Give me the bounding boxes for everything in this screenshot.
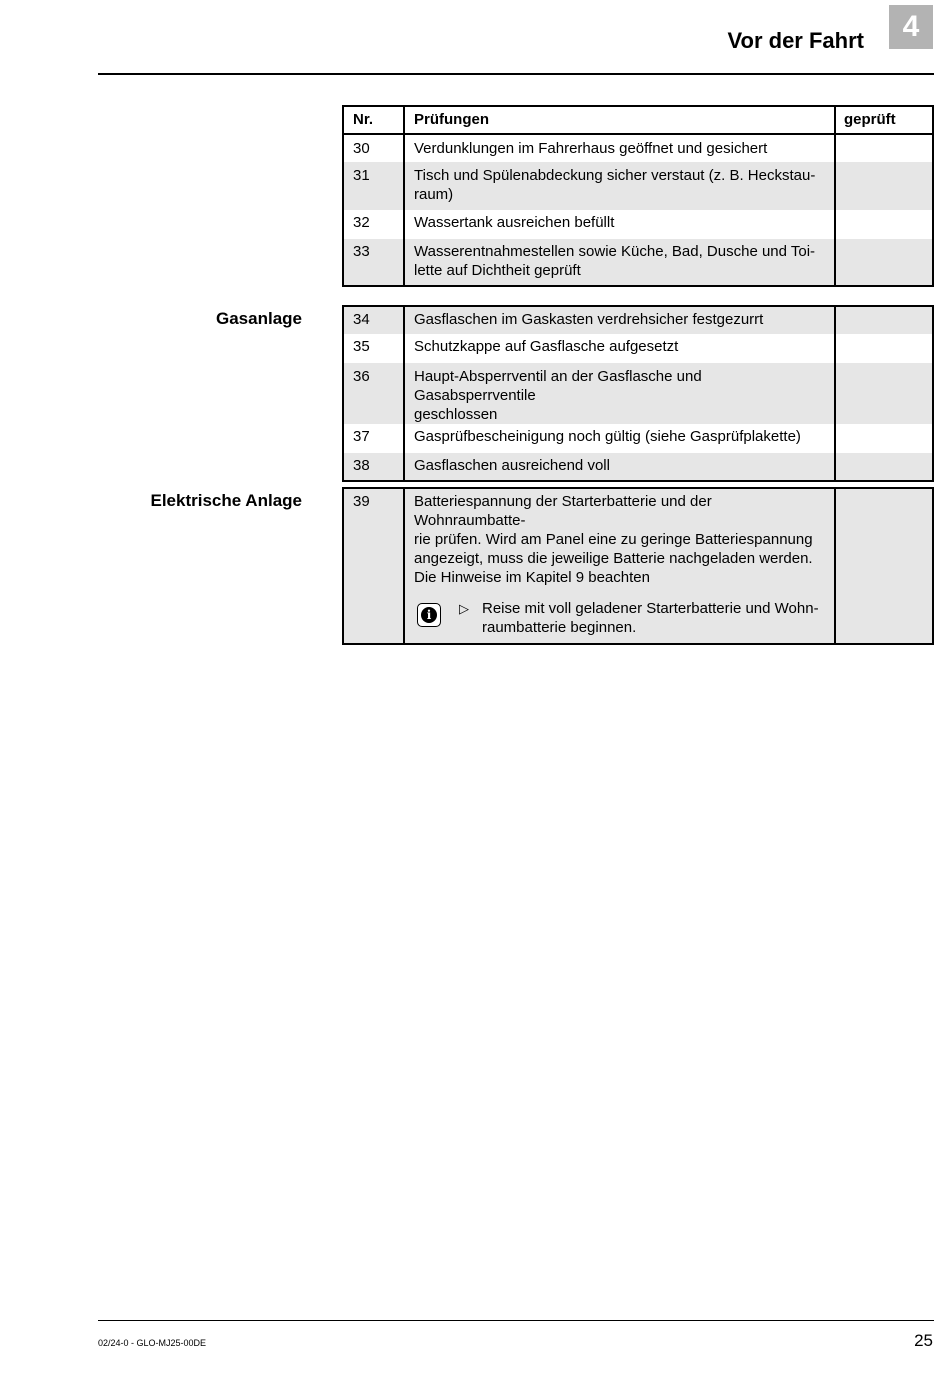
row-nr: 36: [343, 363, 404, 424]
checklist-table-electric: [342, 487, 934, 645]
table-row: [343, 453, 933, 481]
row-text: Verdunklungen im Fahrerhaus geöffnet und gesichert: [404, 134, 835, 162]
row-checked-cell: [835, 134, 933, 162]
info-note: [414, 599, 826, 637]
row-checked-cell: [835, 306, 933, 334]
row-checked-cell: [835, 334, 933, 363]
chapter-badge: 4: [889, 5, 933, 49]
row-checked-cell: [835, 453, 933, 481]
row-nr: 39: [343, 488, 404, 644]
triangle-bullet-icon: ▷: [459, 601, 469, 616]
header-nr: Nr.: [343, 106, 404, 134]
footer-divider: [98, 1320, 934, 1321]
row-nr: 38: [343, 453, 404, 481]
table-row: [343, 239, 933, 286]
row-text: Schutzkappe auf Gasflasche aufgesetzt: [404, 334, 835, 363]
table-row: [343, 334, 933, 363]
row-text: Wassertank ausreichen befüllt: [404, 210, 835, 239]
table-header-row: [343, 106, 933, 134]
row-checked-cell: [835, 424, 933, 453]
row-text: Wasserentnahmestellen sowie Küche, Bad, Dusche und Toi- lette auf Dichtheit geprüft: [404, 239, 835, 286]
row-nr: 30: [343, 134, 404, 162]
table-row: [343, 306, 933, 334]
checklist-table-gas: [342, 305, 934, 482]
table-row: [343, 488, 933, 644]
row-nr: 31: [343, 162, 404, 210]
note-text: Reise mit voll geladener Starterbatterie und Wohn- raumbatterie beginnen.: [482, 600, 819, 636]
table-row: [343, 210, 933, 239]
page-number: 25: [914, 1331, 933, 1350]
row-text: Gasflaschen ausreichend voll: [404, 453, 835, 481]
checklist-table-general: [342, 105, 934, 287]
table-row: [343, 424, 933, 453]
header-checks: Prüfungen: [404, 106, 835, 134]
document-code: 02/24-0 - GLO-MJ25-00DE: [98, 1338, 207, 1348]
row-nr: 34: [343, 306, 404, 334]
row-text: Gasflaschen im Gaskasten verdrehsicher festgezurrt: [404, 306, 835, 334]
row-checked-cell: [835, 488, 933, 644]
table-row: [343, 363, 933, 424]
row-content: [404, 488, 835, 644]
header-checked: geprüft: [835, 106, 933, 134]
table-row: [343, 134, 933, 162]
row-text: Gasprüfbescheinigung noch gültig (siehe Gasprüfplakette): [404, 424, 835, 453]
section-label-electric: Elektrische Anlage: [150, 491, 302, 510]
row-text: Tisch und Spülenabdeckung sicher verstaut (z. B. Heckstau- raum): [404, 162, 835, 210]
header-divider: [98, 73, 934, 75]
row-checked-cell: [835, 210, 933, 239]
row-nr: 35: [343, 334, 404, 363]
table-row: [343, 162, 933, 210]
row-checked-cell: [835, 162, 933, 210]
row-nr: 32: [343, 210, 404, 239]
row-text: Haupt-Absperrventil an der Gasflasche und Gasabsperrventile geschlossen: [404, 363, 835, 424]
page-title: Vor der Fahrt: [727, 28, 864, 53]
row-text: Batteriespannung der Starterbatterie und der Wohnraumbatte- rie prüfen. Wird am Panel eine zu geringe Batteriespannung angezeigt, muss die jeweilige Batterie nachgeladen werden. Die Hinweise im Kapitel 9 beachten: [414, 493, 813, 586]
info-icon: i: [417, 603, 441, 627]
row-nr: 37: [343, 424, 404, 453]
row-checked-cell: [835, 239, 933, 286]
row-nr: 33: [343, 239, 404, 286]
section-label-gas: Gasanlage: [216, 309, 302, 328]
row-checked-cell: [835, 363, 933, 424]
